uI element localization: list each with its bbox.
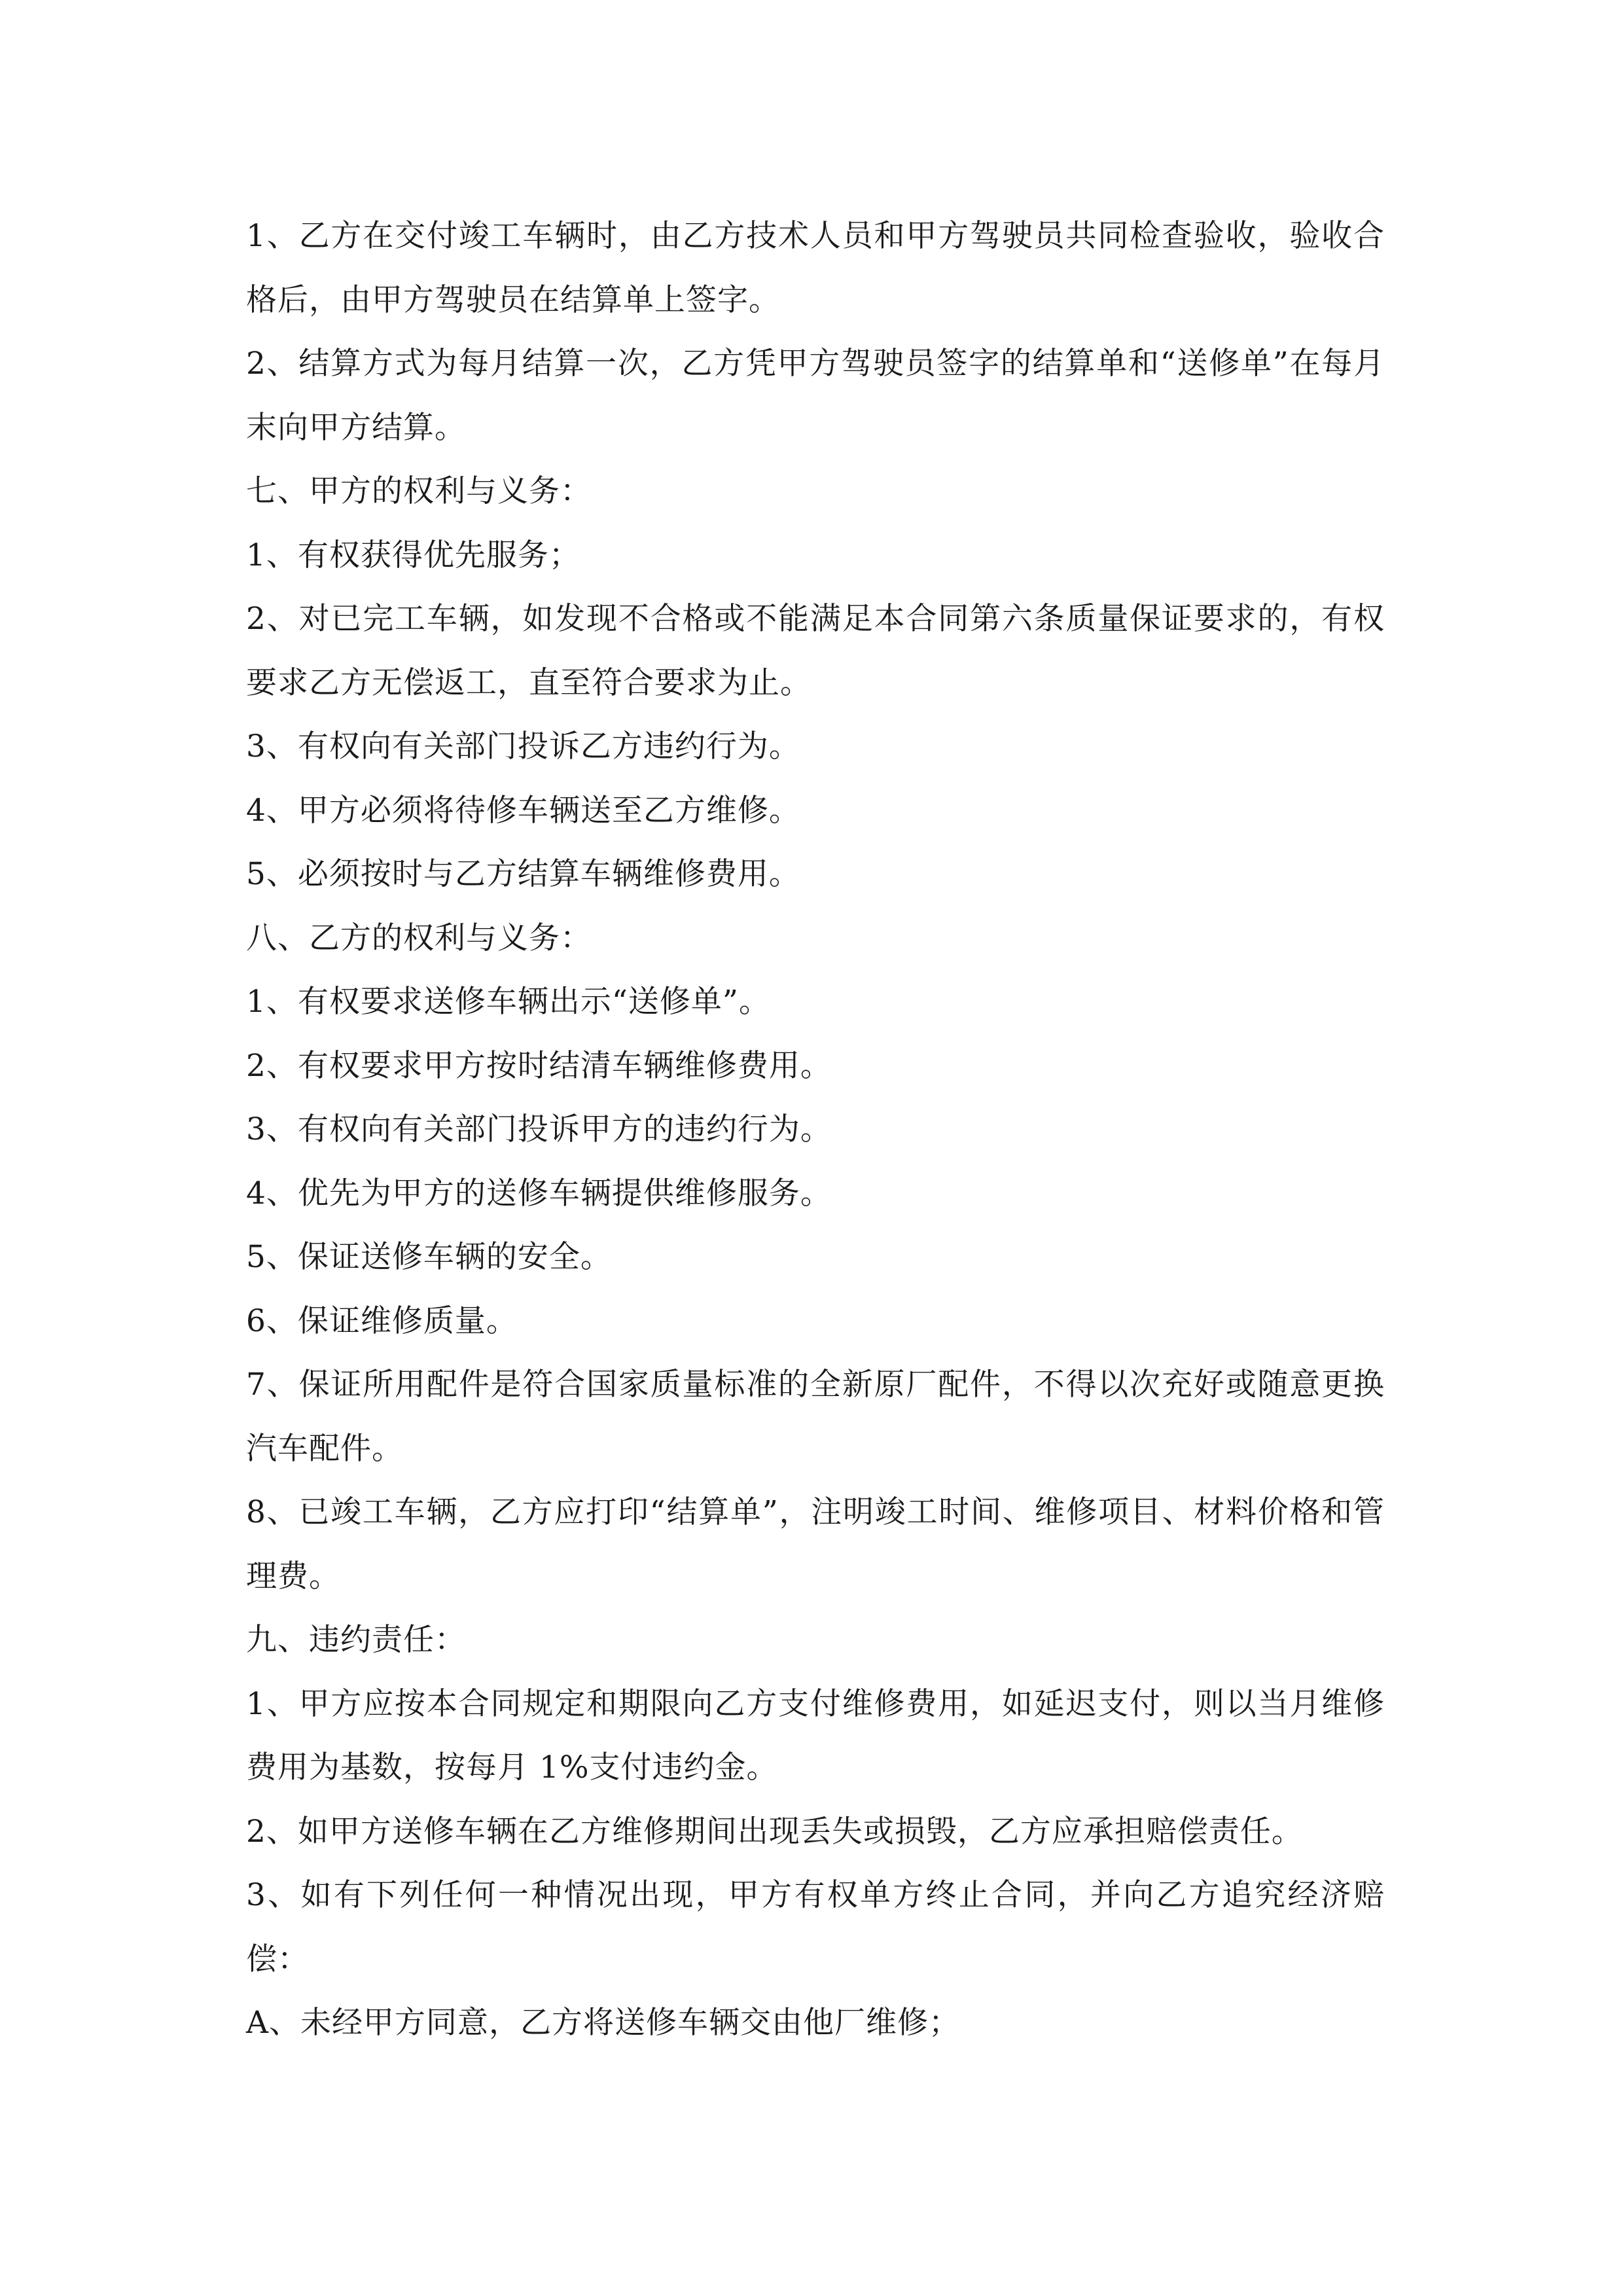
paragraph-item: 5、必须按时与乙方结算车辆维修费用。 [246, 856, 800, 892]
paragraph-item: 2、对已完工车辆，如发现不合格或不能满足本合同第六条质量保证要求的，有权要求乙方无偿返工，直至符合要求为止。 [246, 601, 1385, 701]
paragraph-item: 1、有权获得优先服务； [246, 537, 580, 573]
paragraph-item: 2、如甲方送修车辆在乙方维修期间出现丢失或损毁，乙方应承担赔偿责任。 [246, 1813, 1303, 1850]
paragraph-item: 7、保证所用配件是符合国家质量标准的全新原厂配件，不得以次充好或随意更换汽车配件。 [246, 1367, 1385, 1467]
paragraph-item: 3、如有下列任何一种情况出现，甲方有权单方终止合同，并向乙方追究经济赔偿： [246, 1877, 1385, 1977]
paragraph-item: 6、保证维修质量。 [246, 1302, 518, 1339]
section-heading-liability: 九、违约责任： [246, 1622, 466, 1658]
paragraph-item: 5、保证送修车辆的安全。 [246, 1239, 612, 1275]
paragraph-item: 3、有权向有关部门投诉甲方的违约行为。 [246, 1111, 832, 1147]
paragraph-item: 1、甲方应按本合同规定和期限向乙方支付维修费用，如延迟支付，则以当月维修费用为基数，按每月 1%支付违约金。 [246, 1685, 1385, 1785]
paragraph-item: 8、已竣工车辆，乙方应打印“结算单”，注明竣工时间、维修项目、材料价格和管理费。 [246, 1494, 1385, 1594]
paragraph-item: A、未经甲方同意，乙方将送修车辆交由他厂维修； [246, 2005, 960, 2041]
paragraph-item: 3、有权向有关部门投诉乙方违约行为。 [246, 728, 800, 764]
section-heading-party-b-rights: 八、乙方的权利与义务： [246, 920, 592, 956]
paragraph-item: 2、有权要求甲方按时结清车辆维修费用。 [246, 1047, 832, 1084]
section-heading-party-a-rights: 七、甲方的权利与义务： [246, 473, 592, 509]
document-body [246, 204, 1385, 2055]
paragraph-settlement: 2、结算方式为每月结算一次，乙方凭甲方驾驶员签字的结算单和“送修单”在每月末向甲方结算。 [246, 346, 1385, 446]
paragraph-item: 1、有权要求送修车辆出示“送修单”。 [246, 984, 770, 1020]
paragraph-item: 4、优先为甲方的送修车辆提供维修服务。 [246, 1175, 832, 1211]
paragraph-item: 4、甲方必须将待修车辆送至乙方维修。 [246, 792, 800, 829]
paragraph-acceptance: 1、乙方在交付竣工车辆时，由乙方技术人员和甲方驾驶员共同检查验收，验收合格后，由甲方驾驶员在结算单上签字。 [246, 218, 1385, 318]
